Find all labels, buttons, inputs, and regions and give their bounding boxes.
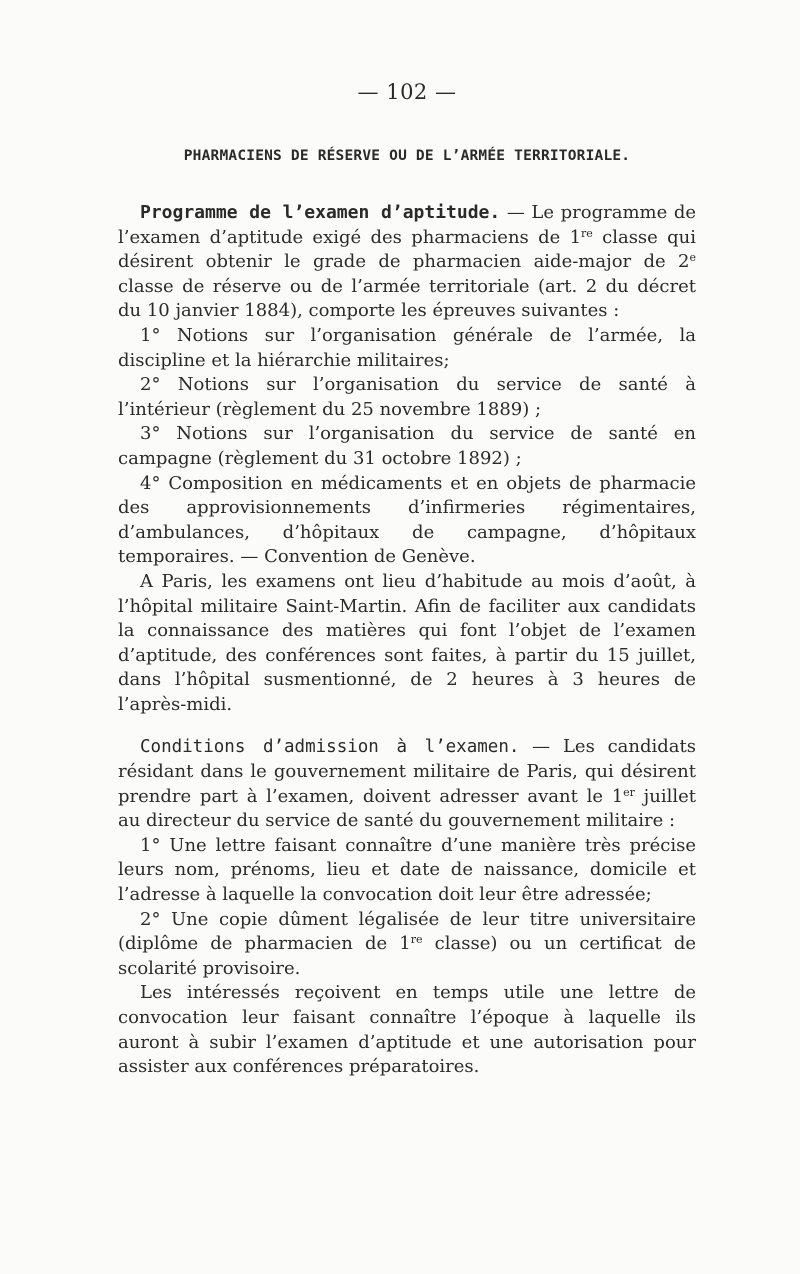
programme-item-2: 2° Notions sur l’organisation du service de santé à l’intérieur (règlement du 25 novembre 1889) ; bbox=[118, 374, 696, 420]
programme-intro-paragraph bbox=[118, 201, 696, 324]
superscript: re bbox=[410, 933, 423, 947]
programme-paris-paragraph: A Paris, les examens ont lieu d’habitude au mois d’août, à l’hôpital militaire Saint-Martin. Afin de faciliter aux candidats la connaissance des matières qui font l’objet de l’examen d’aptitude, des conférences sont faites, à partir du 15 juillet, dans l’hôpital susmentionné, de 2 heures à 3 heures de l’après-midi. bbox=[118, 570, 696, 715]
superscript: re bbox=[581, 226, 593, 240]
conditions-item-1: 1° Une lettre faisant connaître d’une manière très précise leurs nom, prénoms, lieu et date de naissance, domicile et l’adresse à laquelle la convocation doit leur être adressée; bbox=[118, 834, 696, 906]
programme-intro-text-b: classe qui désirent obtenir le grade de pharmacien aide-major de 2 bbox=[118, 226, 696, 273]
document-page bbox=[118, 78, 696, 1080]
programme-intro-text-a: — Le programme de l’examen d’aptitude exigé des pharmaciens de 1 bbox=[118, 202, 696, 248]
programme-item-4: 4° Composition en médicaments et en objets de pharmacie des approvisionnements d’infirmeries régimentaires, d’ambulances, d’hôpitaux de campagne, d’hôpitaux temporaires. — Convention de Genève. bbox=[118, 472, 696, 568]
conditions-item-2-text-b: classe) ou un certificat de scolarité provisoire. bbox=[118, 933, 696, 979]
conditions-section bbox=[118, 735, 696, 1079]
conditions-closing-paragraph: Les intéressés reçoivent en temps utile une lettre de convocation leur faisant connaître l’époque à laquelle ils auront à subir l’examen d’aptitude et une autorisation pour assister aux conférences préparatoires. bbox=[118, 982, 696, 1078]
programme-item-3: 3° Notions sur l’organisation du service de santé en campagne (règlement du 31 octobre 1892) ; bbox=[118, 423, 696, 469]
conditions-item-2-text-a: 2° Une copie dûment légalisée de leur titre universitaire (diplôme de pharmacien de 1 bbox=[118, 908, 696, 955]
superscript: er bbox=[623, 785, 635, 799]
superscript: e bbox=[689, 251, 696, 265]
programme-section bbox=[118, 201, 696, 717]
section-title: PHARMACIENS DE RÉSERVE OU DE L’ARMÉE TERRITORIALE. bbox=[183, 148, 631, 164]
programme-heading: Programme de l’examen d’aptitude. bbox=[140, 202, 501, 223]
conditions-item-2 bbox=[118, 908, 696, 982]
programme-item-1: 1° Notions sur l’organisation générale de l’armée, la discipline et la hiérarchie militaires; bbox=[118, 324, 696, 371]
conditions-intro-paragraph bbox=[118, 735, 696, 833]
page-number: — 102 — bbox=[357, 80, 457, 104]
conditions-heading: Conditions d’admission à l’examen. bbox=[140, 737, 520, 758]
conditions-intro-text-b: juillet au directeur du service de santé du gouvernement militaire : bbox=[118, 785, 696, 832]
conditions-intro-text-a: — Les candidats résidant dans le gouvernement militaire de Paris, qui désirent prendre part à l’examen, doivent adresser avant le 1 bbox=[118, 736, 696, 807]
programme-intro-text-c: classe de réserve ou de l’armée territoriale (art. 2 du décret du 10 janvier 1884), comporte les épreuves suivantes : bbox=[118, 275, 696, 322]
